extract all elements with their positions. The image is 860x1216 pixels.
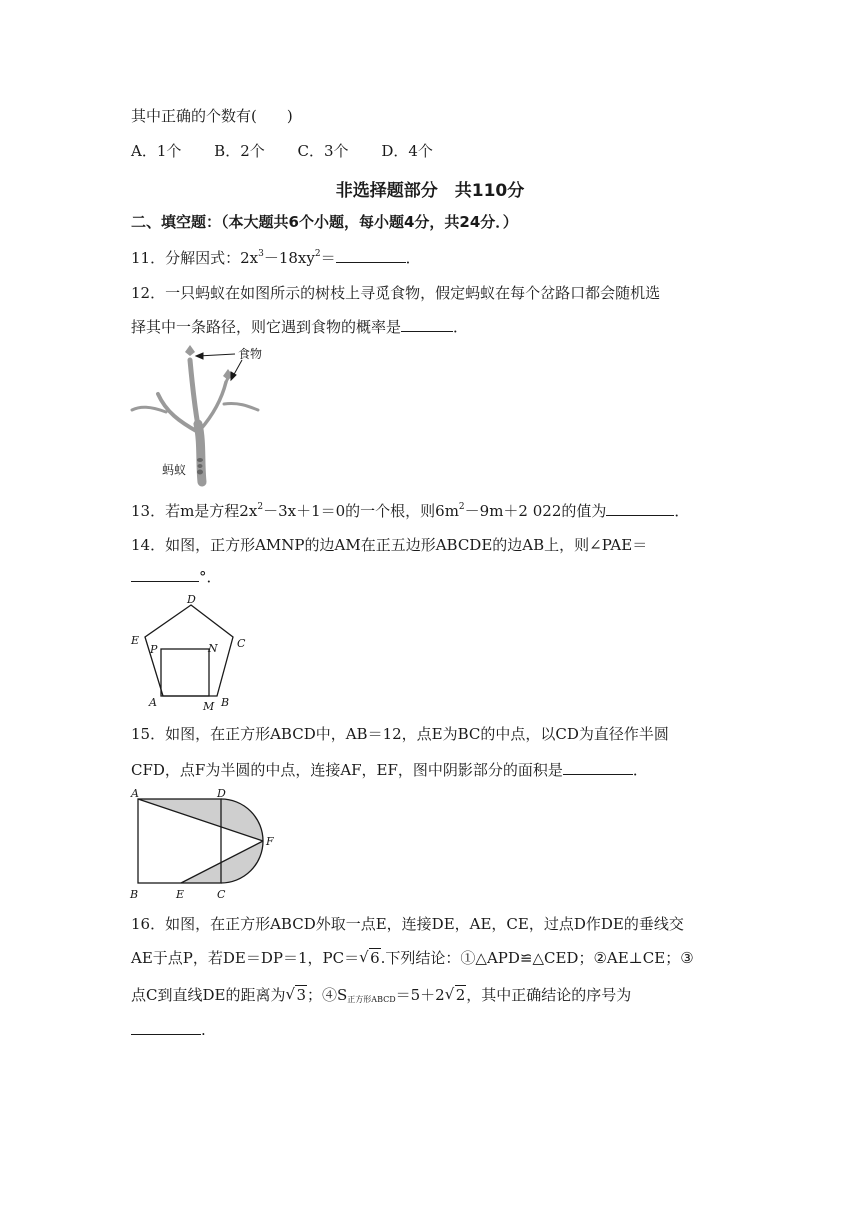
label-b: B (130, 888, 139, 901)
q12-line2: 择其中一条路径，则它遇到食物的概率是 ． (131, 318, 469, 336)
option-d[interactable]: D．4个 (381, 142, 433, 160)
ant-tree-figure (130, 342, 280, 487)
part2-heading: 二、填空题：（本大题共6个小题，每小题4分，共24分．） (131, 213, 518, 231)
q10-options (131, 141, 461, 161)
sqrt-3: √ 3 (285, 985, 307, 1005)
label-e: E (131, 634, 140, 647)
label-n: N (208, 642, 218, 655)
q10-stem: 其中正确的个数有( ) (131, 107, 293, 125)
square-amnp (161, 649, 209, 696)
pentagon-square-figure (126, 593, 256, 715)
option-b[interactable]: B．2个 (214, 142, 265, 160)
sqrt-6: √ 6 (359, 948, 381, 968)
option-a[interactable]: A．1个 (131, 142, 182, 160)
label-d: D (217, 787, 226, 800)
q15-line1: 15．如图，在正方形ABCD中，AB＝12，点E为BC的中点，以CD为直径作半圆 (131, 725, 669, 743)
label-p: P (150, 643, 158, 656)
ant-icon (197, 458, 203, 475)
q14-line1: 14．如图，正方形AMNP的边AM在正五边形ABCDE的边AB上，则∠PAE＝ (131, 536, 648, 554)
ant-label: 蚂蚁 (162, 463, 187, 477)
label-c: C (217, 888, 226, 901)
answer-blank-q13[interactable] (606, 500, 674, 516)
label-m: M (203, 700, 215, 713)
section-title: 非选择题部分 共110分 (335, 181, 525, 201)
label-c: C (237, 637, 246, 650)
q15-line2: CFD，点F为半圆的中点，连接AF，EF，图中阴影部分的面积是 ． (131, 761, 648, 779)
answer-blank-q12[interactable] (401, 316, 453, 332)
answer-blank-q15[interactable] (563, 759, 633, 775)
label-b: B (221, 696, 230, 709)
pentagon-abcde (145, 605, 233, 696)
q16-line1: 16．如图，在正方形ABCD外取一点E，连接DE，AE，CE，过点D作DE的垂线交 (131, 915, 684, 933)
label-d: D (187, 593, 196, 606)
q11: 11．分解因式：$2x^3-18xy^2=$ ． (131, 249, 421, 267)
label-f: F (266, 835, 274, 848)
food-top-icon (185, 345, 195, 356)
answer-blank-q16[interactable] (131, 1019, 201, 1035)
square-semicircle-figure (126, 786, 286, 906)
label-e: E (176, 888, 185, 901)
q13: 13．若m是方程$2x^2-3x+1=0$的一个根，则$6m^2-9m+2$ 022的值为 ． (131, 502, 690, 520)
q16-line3: 点C到直线DE的距离为√ 3；$④S_{正方形ABCD}=5+2√$ 2，其中正确结论的序号为 (131, 985, 631, 1010)
q14-line2: °． (131, 566, 222, 587)
q12-line1: 12．一只蚂蚁在如图所示的树枝上寻觅食物，假定蚂蚁在每个岔路口都会随机选 (131, 284, 661, 302)
label-a: A (149, 696, 157, 709)
answer-blank-q14[interactable] (131, 566, 199, 582)
answer-blank-q11[interactable] (336, 247, 406, 263)
q16-line2: AE于点P，若DE＝DP＝1，PC＝√ 6.下列结论：①△APD≌△CED；②AE⊥CE；③ (131, 948, 694, 968)
food-label: 食物 (238, 347, 263, 361)
q16-line4: . (131, 1019, 206, 1040)
sqrt-2: √ 2 (445, 985, 467, 1005)
option-c[interactable]: C．3个 (297, 142, 349, 160)
label-a: A (131, 787, 139, 800)
